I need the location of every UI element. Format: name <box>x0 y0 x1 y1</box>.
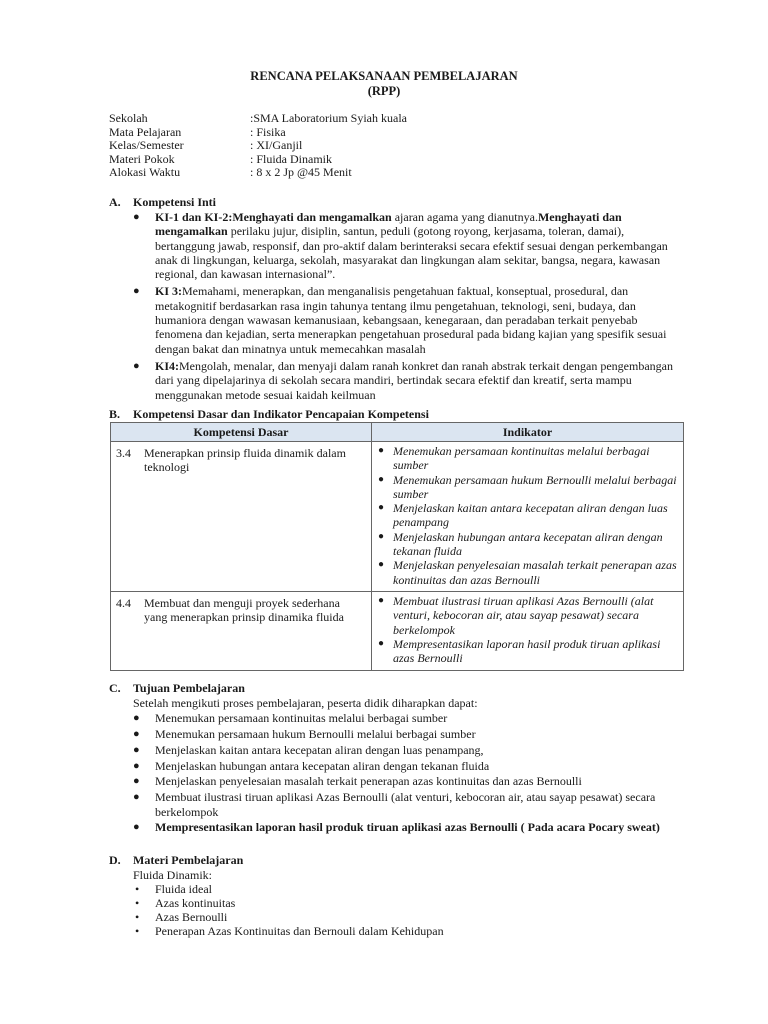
section-number: B. <box>109 407 121 421</box>
section-c-heading <box>109 681 245 695</box>
list-item <box>133 284 683 355</box>
tujuan-text: Menjelaskan kaitan antara kecepatan aliran dengan luas penampang, <box>155 742 484 757</box>
list-item <box>378 530 677 559</box>
indikator-cell <box>372 591 684 670</box>
ki-label: KI-1 dan KI-2:Menghayati dan mengamalkan <box>155 210 392 224</box>
tujuan-list <box>133 711 683 834</box>
section-title: Materi Pembelajaran <box>133 853 244 867</box>
bullet-icon: ● <box>378 473 385 485</box>
section-number: D. <box>109 853 121 867</box>
info-label: Sekolah <box>109 111 148 125</box>
list-item <box>133 759 683 773</box>
tujuan-text: Menemukan persamaan kontinuitas melalui berbagai sumber <box>155 711 448 726</box>
kompetensi-table <box>110 422 684 671</box>
materi-intro: Fluida Dinamik: <box>133 868 212 882</box>
list-item <box>133 711 683 725</box>
list-item <box>133 910 683 924</box>
materi-text: Azas Bernoulli <box>155 910 228 925</box>
info-label: Kelas/Semester <box>109 138 184 153</box>
list-item <box>133 896 683 910</box>
materi-text: Penerapan Azas Kontinuitas dan Bernouli dalam Kehidupan <box>155 924 444 939</box>
bullet-icon: • <box>135 896 140 911</box>
info-row <box>109 165 407 179</box>
bullet-icon: ● <box>133 285 140 298</box>
list-item <box>378 637 677 666</box>
ki-text: Mengolah, menalar, dan menyaji dalam ranah konkret dan ranah abstrak terkait dengan pengembangan dari yang dipelajarinya di sekolah secara mandiri, bertindak secara efektif dan kreatif, serta mampu menggunakan metode sesuai kaidah keilmuan <box>155 358 673 402</box>
tujuan-intro: Setelah mengikuti proses pembelajaran, peserta didik diharapkan dapat: <box>133 696 478 710</box>
info-row <box>109 111 407 125</box>
bullet-icon: • <box>135 910 140 925</box>
indikator-text: Menjelaskan kaitan antara kecepatan aliran dengan luas penampang <box>393 501 668 530</box>
bullet-icon: ● <box>133 743 140 756</box>
bullet-icon: ● <box>378 530 385 542</box>
list-item <box>378 444 677 473</box>
table-header-row <box>111 423 684 442</box>
bullet-icon: ● <box>378 502 385 514</box>
info-value: : XI/Ganjil <box>250 138 303 153</box>
bullet-icon: ● <box>133 211 140 223</box>
kd-cell <box>111 442 372 592</box>
column-header-indikator: Indikator <box>372 423 684 442</box>
section-title: Kompetensi Inti <box>133 195 217 209</box>
ki-label: KI 3: <box>155 284 182 299</box>
list-item <box>133 882 683 896</box>
info-label: Materi Pokok <box>109 151 175 166</box>
tujuan-text: Menjelaskan hubungan antara kecepatan aliran dengan tekanan fluida <box>155 758 490 773</box>
bullet-icon: ● <box>133 775 140 788</box>
info-value: :SMA Laboratorium Syiah kuala <box>250 111 407 125</box>
tujuan-text: Menjelaskan penyelesaian masalah terkait penerapan azas kontinuitas dan azas Bernoulli <box>155 774 582 789</box>
list-item <box>133 774 683 788</box>
list-item <box>378 594 677 637</box>
section-title: Tujuan Pembelajaran <box>133 681 245 695</box>
document-title <box>0 69 768 99</box>
ki-text: ajaran agama yang dianutnya. <box>391 210 538 224</box>
tujuan-text: Membuat ilustrasi tiruan aplikasi Azas Bernoulli (alat venturi, kebocoran air, atau sayap pesawat) secara berkelompok <box>155 790 656 819</box>
indikator-text: Menemukan persamaan hukum Bernoulli melalui berbagai sumber <box>393 472 677 501</box>
materi-list <box>133 882 683 938</box>
bullet-icon: ● <box>133 821 140 834</box>
section-d-heading <box>109 853 243 867</box>
section-number: C. <box>109 681 121 695</box>
ki-emphasis: Menghayati dan mengamalkan <box>155 210 622 239</box>
materi-block <box>133 868 683 938</box>
bullet-icon: ● <box>378 445 385 456</box>
tujuan-text-bold: Mempresentasikan laporan hasil produk tiruan aplikasi azas Bernoulli ( Pada acara Pocary sweat) <box>155 820 660 835</box>
list-item <box>378 473 677 502</box>
ki-text: perilaku jujur, disiplin, santun, peduli (gotong royong, kerjasama, toleran, damai), bertanggung jawab, responsif, dan pro-aktif dalam berinteraksi secara efektif sesuai dengan perkembangan anak di lingkungan, keluarga, sekolah, masyarakat dan lingkungan alam sekitar, bangsa, negara, kawasan regional, dan kawasan internasional”. <box>155 224 668 282</box>
title-line-2: (RPP) <box>367 84 401 98</box>
bullet-icon: ● <box>378 559 385 571</box>
ki-label: KI4: <box>155 358 179 373</box>
bullet-icon: • <box>135 924 140 939</box>
kompetensi-inti-list <box>133 210 683 405</box>
section-title: Kompetensi Dasar dan Indikator Pencapaian Kompetensi <box>133 407 429 421</box>
info-row <box>109 152 407 166</box>
ki-text: Memahami, menerapkan, dan menganalisis pengetahuan faktual, konseptual, prosedural, dan metakognitif berdasarkan rasa ingin tahunya tentang ilmu pengetahuan, teknologi, seni, budaya, dan humaniora dengan wawasan kemanusiaan, kebangsaan, kenegaraan, dan peradaban terkait penyebab fenomena dan kejadian, serta menerapkan pengetahuan prosedural pada bidang kajian yang spesifik sesuai dengan bakat dan minatnya untuk memecahkan masalah <box>155 284 667 356</box>
info-value: : Fisika <box>250 124 286 139</box>
list-item <box>133 359 683 402</box>
kd-code: 3.4 <box>116 446 131 460</box>
column-header-kd: Kompetensi Dasar <box>111 423 372 442</box>
indikator-text: Membuat ilustrasi tiruan aplikasi Azas Bernoulli (alat venturi, kebocoran air, atau sayap pesawat) secara berkelompok <box>393 593 654 637</box>
indikator-text: Mempresentasikan laporan hasil produk tiruan aplikasi azas Bernoulli <box>393 636 661 666</box>
materi-text: Fluida ideal <box>155 882 212 897</box>
tujuan-text: Menemukan persamaan hukum Bernoulli melalui berbagai sumber <box>155 727 476 742</box>
list-item <box>133 743 683 757</box>
list-item <box>378 558 677 587</box>
indikator-text: Menjelaskan hubungan antara kecepatan aliran dengan tekanan fluida <box>393 529 663 559</box>
info-row <box>109 138 407 152</box>
list-item <box>133 210 683 281</box>
list-item <box>133 790 683 819</box>
list-item <box>133 820 683 834</box>
identity-table <box>109 111 407 179</box>
info-label: Alokasi Waktu <box>109 165 181 180</box>
list-item <box>133 727 683 741</box>
bullet-icon: ● <box>133 712 140 725</box>
title-line-1: RENCANA PELAKSANAAN PEMBELAJARAN <box>250 69 518 83</box>
tujuan-block <box>133 696 683 836</box>
materi-text: Azas kontinuitas <box>155 896 236 911</box>
indikator-text: Menjelaskan penyelesaian masalah terkait penerapan azas kontinuitas dan azas Bernoulli <box>393 558 677 587</box>
list-item <box>133 924 683 938</box>
bullet-icon: ● <box>133 759 140 772</box>
bullet-icon: ● <box>133 728 140 741</box>
kd-text: Membuat dan menguji proyek sederhana yang menerapkan prinsip dinamika fluida <box>144 595 344 625</box>
table-row <box>111 591 684 670</box>
kd-code: 4.4 <box>116 595 131 610</box>
indikator-cell <box>372 442 684 592</box>
section-number: A. <box>109 195 121 209</box>
indikator-text: Menemukan persamaan kontinuitas melalui berbagai sumber <box>393 444 650 473</box>
section-a-heading <box>109 195 216 209</box>
table-row <box>111 442 684 592</box>
list-item <box>378 501 677 530</box>
info-row <box>109 125 407 139</box>
bullet-icon: ● <box>378 594 385 606</box>
bullet-icon: ● <box>378 637 385 649</box>
bullet-icon: ● <box>133 791 140 804</box>
section-b-heading <box>109 407 429 421</box>
info-label: Mata Pelajaran <box>109 124 182 139</box>
info-value: : 8 x 2 Jp @45 Menit <box>250 165 352 180</box>
bullet-icon: ● <box>133 359 140 372</box>
info-value: : Fluida Dinamik <box>250 151 332 166</box>
kd-cell <box>111 591 372 670</box>
kd-text: Menerapkan prinsip fluida dinamik dalam teknologi <box>144 446 346 475</box>
bullet-icon: • <box>135 882 140 897</box>
